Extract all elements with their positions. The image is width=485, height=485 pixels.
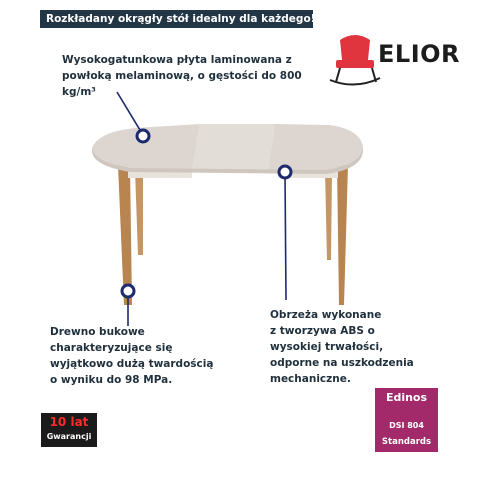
certificate-norm: DSI 804: [389, 421, 424, 430]
edging-description: Obrzeża wykonane z tworzywa ABS o wysokiej trwałości, odporne na uszkodzenia mechaniczne.: [270, 309, 414, 385]
certificate-standard: Standards: [381, 437, 432, 447]
headline-banner: Rozkładany okrągły stół idealny dla każdego!: [40, 10, 313, 28]
warranty-badge: [41, 413, 97, 447]
chair-icon: [330, 35, 380, 85]
brand-name: ELIOR: [378, 40, 460, 68]
tabletop: [92, 124, 363, 174]
certificate-title: Edinos: [385, 391, 428, 404]
warranty-years: 10 lat: [49, 415, 89, 429]
tabletop-description: Wysokogatunkowa płyta laminowana z powłoką melaminową, o gęstości do 800 kg/m³: [62, 54, 302, 98]
certificate-badge: [375, 388, 438, 452]
table-legs: [118, 165, 348, 305]
wood-description: Drewno bukowe charakteryzujące się wyjątkowo dużą twardością o wyniku do 98 MPa.: [50, 326, 214, 386]
warranty-label: Gwarancji: [46, 432, 92, 441]
